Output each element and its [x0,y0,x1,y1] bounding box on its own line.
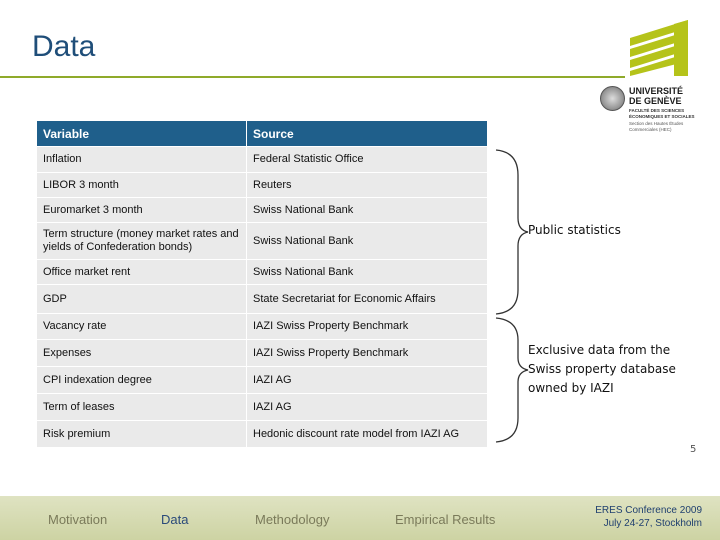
table-row [37,421,488,448]
source-cell: Reuters [247,173,488,198]
table-row [37,173,488,198]
table-row [37,147,488,173]
footer-navigation-bar [0,496,720,540]
source-cell: IAZI Swiss Property Benchmark [247,314,488,340]
variable-cell: GDP [37,285,247,314]
source-cell: IAZI AG [247,394,488,421]
variable-cell: Vacancy rate [37,314,247,340]
table-row [37,260,488,285]
table-row [37,340,488,367]
source-cell: Swiss National Bank [247,223,488,260]
variable-cell: Inflation [37,147,247,173]
table-row [37,198,488,223]
logo-faculty-line2: ÉCONOMIQUES ET SOCIALES [629,113,695,119]
table-row [37,285,488,314]
university-seal-icon [600,86,625,111]
logo-institute-line1: Section des Hautes Études [629,121,684,126]
source-cell: Federal Statistic Office [247,147,488,173]
source-cell: Swiss National Bank [247,260,488,285]
table-header-row [37,121,488,147]
university-logo-icon [628,18,690,76]
table-row [37,223,488,260]
variable-cell: Euromarket 3 month [37,198,247,223]
nav-item-data[interactable]: Data [161,512,189,527]
logo-institute-line2: Commerciales (HEC) [629,126,672,132]
source-cell: Hedonic discount rate model from IAZI AG [247,421,488,448]
data-sources-table [36,120,488,448]
variable-cell: Term of leases [37,394,247,421]
title-divider [0,76,625,78]
slide-title: Data [32,30,96,63]
logo-name-line1: UNIVERSITÉ [629,86,684,96]
column-header-variable: Variable [37,121,247,147]
logo-name-line2: DE GENÈVE [629,96,682,106]
source-cell: IAZI AG [247,367,488,394]
conference-dates: July 24-27, Stockholm [603,518,702,529]
variable-cell: Term structure (money market rates and yields of Confederation bonds) [37,223,247,260]
exclusive-data-brace [496,318,528,442]
exclusive-data-label: Exclusive data from the Swiss property database owned by IAZI [528,343,676,395]
table-row [37,394,488,421]
page-number: 5 [690,444,697,455]
variable-cell: LIBOR 3 month [37,173,247,198]
source-cell: IAZI Swiss Property Benchmark [247,340,488,367]
nav-item-motivation[interactable]: Motivation [48,512,108,527]
logo-faculty-line1: FACULTÉ DES SCIENCES [629,108,685,113]
column-header-source: Source [247,121,488,147]
table-row [37,367,488,394]
table-row [37,314,488,340]
variable-cell: Expenses [37,340,247,367]
variable-cell: Office market rent [37,260,247,285]
conference-name: ERES Conference 2009 [595,505,702,516]
variable-cell: CPI indexation degree [37,367,247,394]
nav-item-empirical-results[interactable]: Empirical Results [395,512,496,527]
public-statistics-brace [496,150,528,314]
source-cell: Swiss National Bank [247,198,488,223]
conference-info [595,504,702,530]
public-statistics-label: Public statistics [528,223,621,237]
source-cell: State Secretariat for Economic Affairs [247,285,488,314]
variable-cell: Risk premium [37,421,247,448]
nav-item-methodology[interactable]: Methodology [255,512,330,527]
